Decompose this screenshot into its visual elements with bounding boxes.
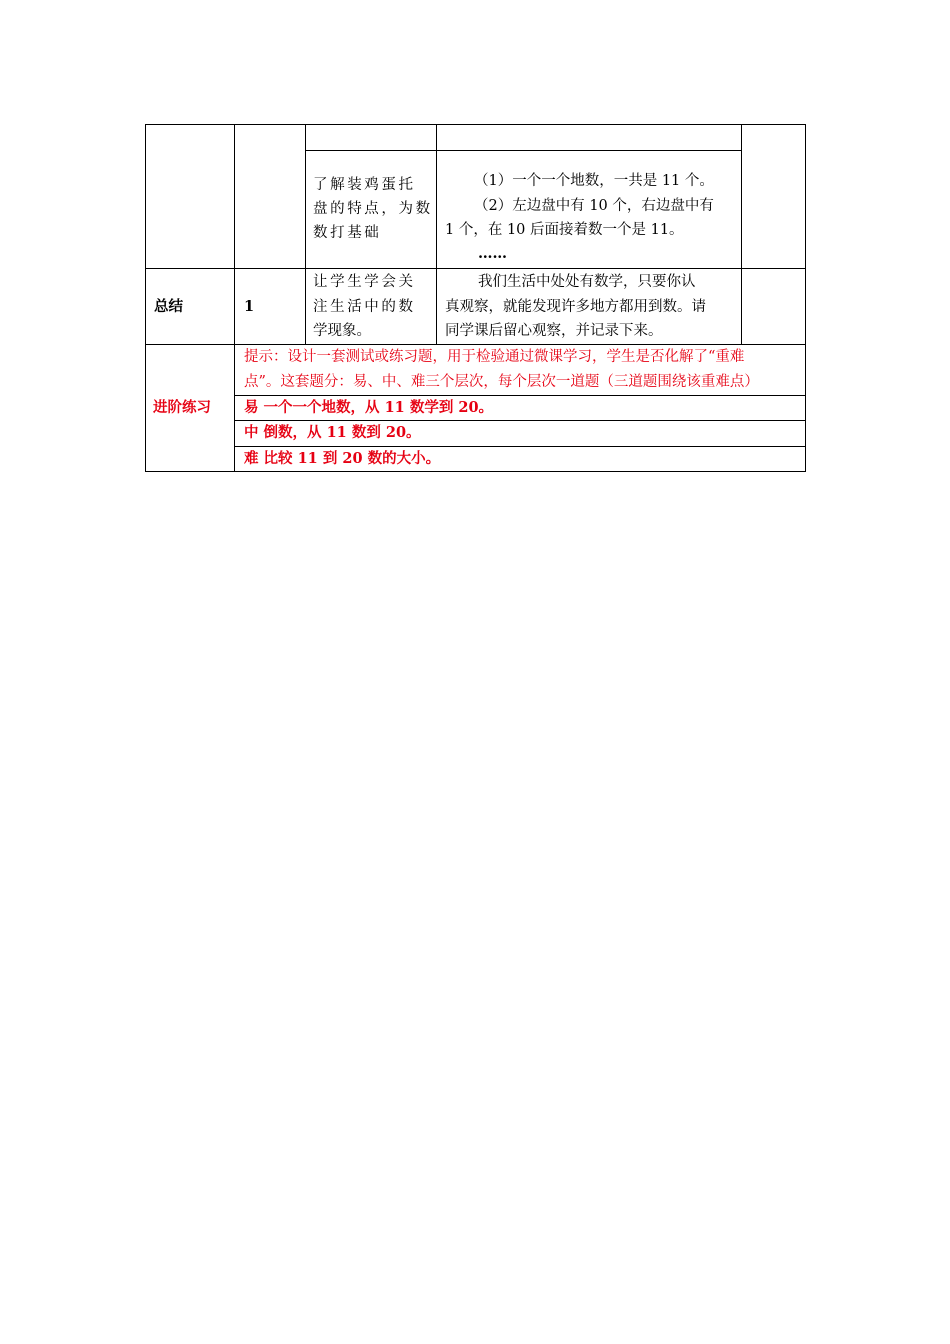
col-divider-3 [436,124,437,345]
col-divider-4 [741,124,742,345]
aim-line: 了解装鸡蛋托 [313,177,416,193]
summary-duration: 1 [244,298,255,315]
practice-hard: 难 比较 11 到 20 数的大小。 [244,450,441,467]
row-divider-inner [305,150,741,151]
table-border-top [145,124,806,125]
summary-label: 总结 [154,299,183,315]
table-border-right [805,124,806,472]
practice-medium: 中 倒数，从 11 数到 20。 [244,424,421,441]
practice-easy: 易 一个一个地数，从 11 数学到 20。 [244,399,494,416]
ellipsis-line: …… [478,245,507,262]
aim-line: 数打基础 [313,225,382,241]
table-border-bottom [145,471,806,472]
hint-line: 提示：设计一套测试或练习题，用于检验通过微课学习，学生是否化解了“重难 [244,349,745,365]
col-divider-1 [234,124,235,472]
table-border-left [145,124,146,472]
aim-line: 让学生学会关 [313,274,416,290]
hint-line: 点”。这套题分：易、中、难三个层次，每个层次一道题（三道题围绕该重难点） [244,374,759,390]
content-line: 我们生活中处处有数学，只要你认 [478,274,696,290]
aim-line: 盘的特点，为数 [313,201,433,217]
aim-line: 注生活中的数 [313,299,416,315]
content-line: （2）左边盘中有 10 个，右边盘中有 [474,198,714,214]
col-divider-2 [305,124,306,345]
content-line: 真观察，就能发现许多地方都用到数。请 [445,299,706,315]
practice-label: 进阶练习 [153,400,211,416]
aim-line: 学现象。 [313,323,371,339]
content-line: 1 个，在 10 后面接着数一个是 11。 [445,222,684,238]
row-divider-summary [145,268,806,269]
content-line: 同学课后留心观察，并记录下来。 [445,323,663,339]
content-line: （1）一个一个地数，一共是 11 个。 [474,173,714,189]
